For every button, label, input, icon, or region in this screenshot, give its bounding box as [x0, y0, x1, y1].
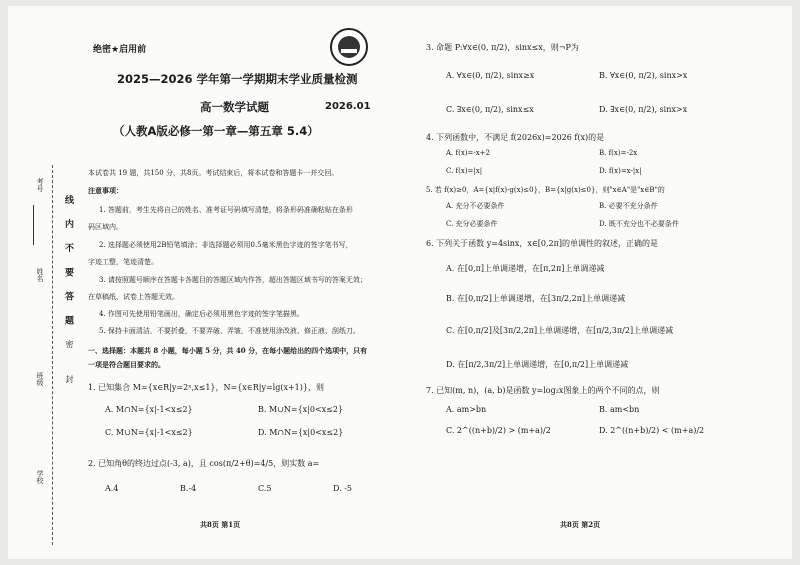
exam-scope: （人教A版必修一第一章—第五章 5.4）: [113, 124, 319, 138]
instruction-1-cont: 码区域内。: [88, 223, 123, 231]
instruction-4: 4. 作图可先使用铅笔画出，确定后必须用黑色字迹的签字笔描黑。: [99, 310, 304, 318]
exam-title: 2025—2026 学年第一学期期末学业质量检测: [117, 72, 358, 86]
q7-option-b: B. am<bn: [599, 405, 640, 414]
instruction-1: 1. 答题前，考生先将自己的姓名、准考证号码填写清楚，将条形码准确粘贴在条形: [99, 206, 353, 214]
instruction-2-cont: 字迹工整，笔迹清楚。: [88, 258, 158, 266]
page-footer-right: 共8页 第2页: [560, 520, 601, 529]
q6-stem: 6. 下列关于函数 y=4sinx，x∈[0,2π]的单调性的叙述，正确的是: [426, 239, 659, 248]
class-label: 班级: [36, 372, 44, 386]
q6-option-d: D. 在[π/2,3π/2]上单调递增，在[0,π/2]上单调递减: [446, 360, 629, 369]
exam-number-line: [33, 205, 34, 245]
q4-option-d: D. f(x)=x-|x|: [599, 167, 642, 175]
seal-char-feng: 封: [65, 375, 74, 383]
q1-option-a: A. M∩N={x|-1<x≤2}: [105, 405, 193, 414]
q7-stem: 7. 已知(m, n)，(a, b)是函数 y=log₂x图象上的两个不同的点，则: [426, 386, 660, 395]
secret-label: 绝密★启用前: [93, 45, 147, 55]
q4-option-c: C. f(x)=|x|: [446, 167, 483, 175]
q2-option-b: B.-4: [180, 484, 197, 493]
q3-option-b: B. ∀x∈(0, π/2), sinx>x: [599, 71, 688, 80]
school-logo: [330, 28, 368, 66]
q5-option-a: A. 充分不必要条件: [446, 202, 505, 210]
instruction-5: 5. 保持卡面清洁，不要折叠，不要弄破、弄皱，不准使用涂改液、修正液、刮纸刀。: [99, 327, 360, 335]
q3-stem: 3. 命题 P:∀x∈(0, π/2)，sinx≤x，则¬P为: [426, 43, 579, 52]
q1-option-b: B. M∪N={x|0<x≤2}: [258, 405, 344, 414]
exam-date: 2026.01: [325, 101, 371, 112]
name-label: 姓名: [36, 268, 44, 282]
q3-option-d: D. ∃x∈(0, π/2), sinx>x: [599, 105, 688, 114]
instruction-2: 2. 选择题必须使用2B铅笔填涂；非选择题必须用0.5毫米黑色字迹的签字笔书写，: [99, 241, 353, 249]
q3-option-c: C. ∃x∈(0, π/2), sinx≤x: [446, 105, 534, 114]
q1-stem: 1. 已知集合 M={x∈R|y=2ˣ,x≤1}，N={x∈R|y=lg(x+1)}，则: [88, 383, 324, 392]
binding-line: [52, 165, 53, 545]
page-footer-left: 共8页 第1页: [200, 520, 241, 529]
q4-stem: 4. 下列函数中，不满足 f(2026x)=2026 f(x)的是: [426, 133, 605, 142]
q5-option-b: B. 必要不充分条件: [599, 202, 658, 210]
seal-notice: 线 内 不 要 答 题: [63, 195, 73, 331]
seal-char-mi: 密: [65, 340, 74, 348]
q2-option-a: A.4: [105, 484, 119, 493]
exam-number-label: 考号: [36, 178, 44, 192]
section1-line1: 一、选择题：本题共 8 小题，每小题 5 分，共 40 分，在每小题给出的四个选项中，只有: [88, 346, 368, 355]
q6-option-a: A. 在[0,π]上单调递增，在[π,2π]上单调递减: [446, 264, 605, 273]
q1-option-c: C. M∪N={x|-1<x≤2}: [105, 428, 193, 437]
q1-option-d: D. M∩N={x|0<x≤2}: [258, 428, 344, 437]
q2-stem: 2. 已知角θ的终边过点(-3, a)，且 cos(π/2+θ)=4/5，则实数 a=: [88, 459, 320, 468]
q7-option-c: C. 2^((n+b)/2) > (m+a)/2: [446, 426, 551, 435]
q5-option-c: C. 充分必要条件: [446, 220, 498, 228]
school-label: 学校: [36, 470, 44, 484]
instructions-intro: 本试卷共 19 题，共150 分，共8页。考试结束后，将本试卷和答题卡一并交回。: [88, 169, 339, 177]
q6-option-b: B. 在[0,π/2]上单调递增，在[3π/2,2π]上单调递减: [446, 294, 626, 303]
q5-option-d: D. 既不充分也不必要条件: [599, 220, 679, 228]
q7-option-d: D. 2^((n+b)/2) < (m+a)/2: [599, 426, 705, 435]
instruction-3: 3. 请按照题号顺序在答题卡各题目的答题区域内作答，超出答题区域书写的答案无效；: [99, 276, 367, 284]
q4-option-b: B. f(x)=-2x: [599, 149, 638, 157]
q7-option-a: A. am>bn: [446, 405, 487, 414]
q2-option-c: C.5: [258, 484, 272, 493]
q4-option-a: A. f(x)=-x+2: [446, 149, 491, 157]
instruction-3-cont: 在草稿纸、试卷上答题无效。: [88, 293, 179, 301]
q3-option-a: A. ∀x∈(0, π/2), sinx≥x: [446, 71, 535, 80]
section1-line2: 一项是符合题目要求的。: [88, 360, 165, 369]
q6-option-c: C. 在[0,π/2]及[3π/2,2π]上单调递增，在[π/2,3π/2]上单调递减: [446, 326, 674, 335]
instructions-heading: 注意事项：: [88, 186, 123, 195]
q5-stem: 5. 若 f(x)≥0，A={x|f(x)·g(x)≤0}，B={x|g(x)≤0}，则"x∈A"是"x∈B"的: [426, 186, 665, 194]
q2-option-d: D. -5: [333, 484, 353, 493]
exam-subtitle: 高一数学试题: [200, 100, 269, 114]
